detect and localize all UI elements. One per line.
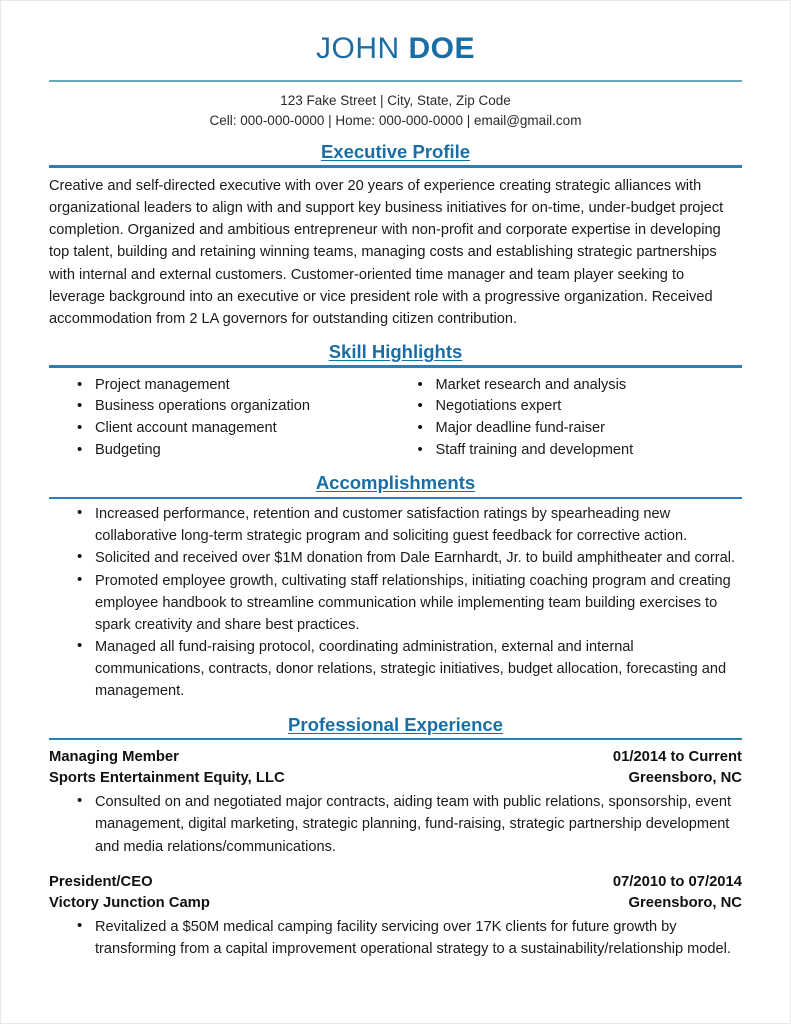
list-item: • Market research and analysis bbox=[414, 375, 743, 397]
list-item: • Client account management bbox=[73, 418, 396, 440]
experience-job-title: President/CEO bbox=[49, 873, 153, 890]
name-space bbox=[400, 32, 409, 65]
section-title-professional-experience: Professional Experience bbox=[288, 713, 503, 735]
list-item: • Negotiations expert bbox=[414, 396, 743, 418]
skill-column-right bbox=[396, 375, 743, 461]
candidate-first-name: JOHN bbox=[315, 32, 400, 65]
experience-title-row bbox=[49, 872, 742, 893]
section-accomplishments bbox=[49, 472, 742, 702]
executive-profile-paragraph: Creative and self-directed executive with over 20 years of experience creating strategic alliances with organizational leaders to align with and support key business initiatives for on-time, under-budget project completion. Organized and ambitious entrepreneur with non-profit and corporate expertise in developing top talent, building and retaining winning teams, managing costs and establishing strategic partnerships with internal and external customers. Customer-oriented time manager and team player seeking to leverage background into an executive or vice president role with a progressive organization. Received accommodation from 2 LA governors for outstanding citizen contribution. bbox=[49, 177, 724, 327]
experience-location: Greensboro, NC bbox=[628, 894, 742, 911]
experience-bullets bbox=[49, 791, 742, 858]
experience-bullet-list bbox=[73, 916, 742, 960]
experience-company-row bbox=[49, 893, 742, 914]
list-item: • Revitalized a $50M medical camping facility servicing over 17K clients for future growth by transforming from a capital improvement operational strategy to a sustainability/relationship model. bbox=[73, 916, 742, 960]
contact-phone-email-line: Cell: 000-000-0000 | Home: 000-000-0000 | email@gmail.com bbox=[209, 112, 582, 128]
resume-content bbox=[1, 1, 790, 960]
list-item: • Consulted on and negotiated major contracts, aiding team with public relations, sponsorship, event management, digital marketing, strategic planning, fund-raising, strategic partnership development and media relations/communications. bbox=[73, 791, 742, 858]
section-executive-profile bbox=[49, 141, 742, 330]
list-item: • Major deadline fund-raiser bbox=[414, 418, 743, 440]
section-divider-professional-experience bbox=[49, 738, 742, 741]
contact-address-line: 123 Fake Street | City, State, Zip Code bbox=[280, 93, 511, 108]
section-title-executive-profile: Executive Profile bbox=[320, 141, 471, 163]
experience-bullets bbox=[49, 916, 742, 960]
section-title-accomplishments: Accomplishments bbox=[315, 472, 476, 494]
list-item: • Promoted employee growth, cultivating staff relationships, initiating coaching program and creating employee handbook to streamline communication while implementing team building exercises to spark creativity and share best practices. bbox=[73, 570, 742, 637]
experience-entry bbox=[49, 747, 742, 858]
accomplishments-body bbox=[49, 503, 742, 703]
list-item: • Increased performance, retention and customer satisfaction ratings by spearheading new collaborative long-term strategic program and soliciting guest feedback for corrective action. bbox=[73, 503, 742, 547]
section-skill-highlights bbox=[49, 341, 742, 461]
experience-company-row bbox=[49, 768, 742, 789]
section-divider-skill-highlights bbox=[49, 365, 742, 368]
section-divider-accomplishments bbox=[49, 497, 742, 500]
skill-column-left bbox=[49, 375, 396, 461]
list-item: • Business operations organization bbox=[73, 396, 396, 418]
experience-dates: 01/2014 to Current bbox=[612, 749, 742, 766]
list-item: • Staff training and development bbox=[414, 440, 743, 462]
experience-title-row bbox=[49, 747, 742, 768]
contact-block bbox=[49, 91, 742, 130]
skill-columns bbox=[49, 375, 742, 461]
candidate-name bbox=[49, 1, 742, 64]
skill-list-right bbox=[414, 375, 743, 461]
candidate-last-name: DOE bbox=[408, 32, 476, 65]
experience-job-title: Managing Member bbox=[49, 749, 179, 766]
experience-company: Victory Junction Camp bbox=[49, 894, 210, 911]
accomplishments-list bbox=[73, 503, 742, 703]
executive-profile-body bbox=[49, 175, 742, 330]
skill-highlights-body bbox=[49, 375, 742, 461]
section-professional-experience bbox=[49, 714, 742, 961]
experience-location: Greensboro, NC bbox=[628, 770, 742, 787]
experience-bullet-list bbox=[73, 791, 742, 858]
section-divider-executive-profile bbox=[49, 165, 742, 168]
experience-dates: 07/2010 to 07/2014 bbox=[612, 873, 742, 890]
list-item: • Budgeting bbox=[73, 440, 396, 462]
professional-experience-body bbox=[49, 747, 742, 960]
list-item: • Solicited and received over $1M donation from Dale Earnhardt, Jr. to build amphitheater and corral. bbox=[73, 547, 742, 569]
section-title-skill-highlights: Skill Highlights bbox=[328, 341, 463, 363]
header-divider bbox=[49, 80, 742, 82]
experience-entry bbox=[49, 872, 742, 960]
skill-list-left bbox=[73, 375, 396, 461]
list-item: • Managed all fund-raising protocol, coordinating administration, external and internal communications, contracts, donor relations, strategic initiatives, budget allocation, forecasting and management. bbox=[73, 636, 742, 703]
list-item: • Project management bbox=[73, 375, 396, 397]
experience-company: Sports Entertainment Equity, LLC bbox=[49, 770, 285, 787]
